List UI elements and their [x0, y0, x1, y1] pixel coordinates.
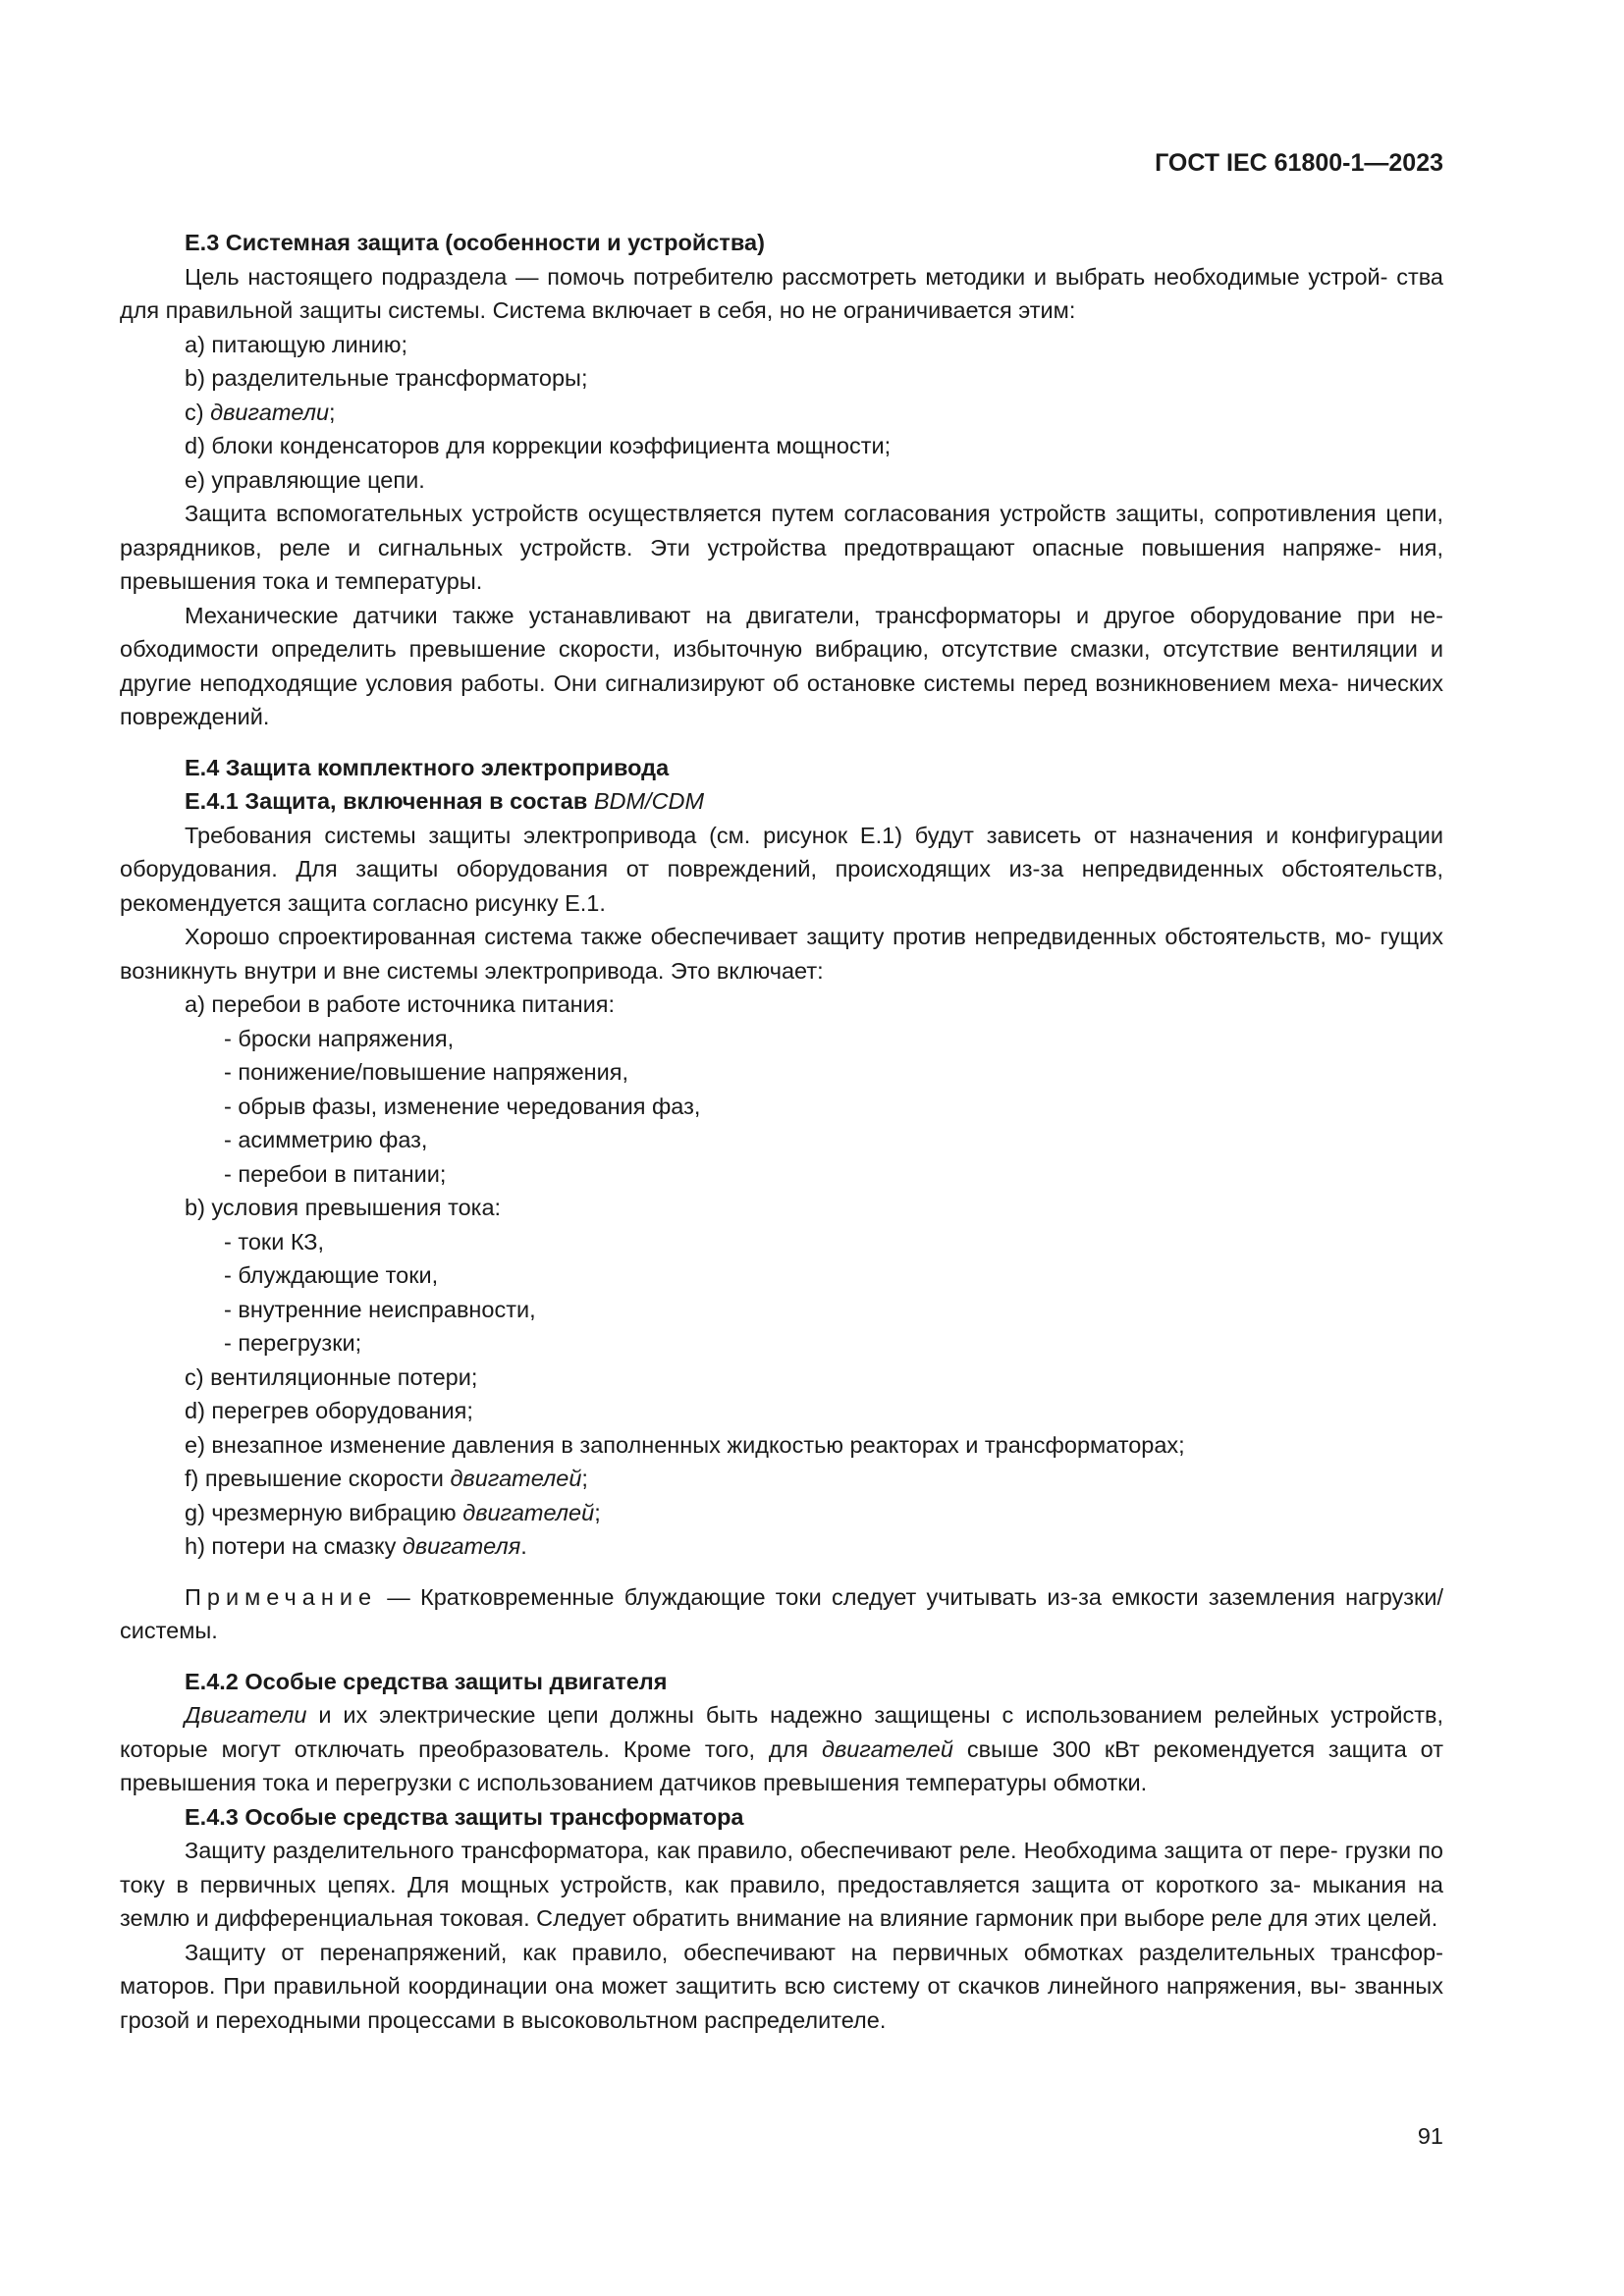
text-line: ния, превышения тока и температуры. [120, 534, 1443, 594]
sub-list-item: - перегрузки; [224, 1330, 362, 1356]
text-line: Защита вспомогательных устройств осуществляется путем согласования устройств защиты, сопротивления [185, 501, 1377, 526]
list-text: . [520, 1533, 527, 1559]
page-number: 91 [1417, 2123, 1443, 2149]
list-item: d) блоки конденсаторов для коррекции коэффициента мощности; [185, 433, 892, 458]
text-italic: Двигатели [185, 1702, 307, 1728]
text-line: свыше 300 кВт рекомендуется защита от [952, 1735, 1443, 1762]
text-italic: двигателей [821, 1735, 953, 1762]
page-content [120, 226, 1443, 2037]
sub-list-item: - внутренние неисправности, [224, 1296, 536, 1322]
list-text: g) чрезмерную вибрацию [185, 1499, 463, 1525]
text-line: превышения тока и перегрузки с использованием датчиков превышения температуры обмотки. [120, 1770, 1148, 1795]
text-line: рекомендуется защита согласно рисунку Е.1. [120, 889, 606, 916]
list-item: а) перебои в работе источника питания: [185, 991, 615, 1017]
list-text: ; [594, 1499, 601, 1525]
text-line: нических повреждений. [120, 669, 1443, 729]
list-item [120, 1529, 1443, 1564]
subsection-e42-title: Е.4.2 Особые средства защиты двигателя [185, 1668, 668, 1694]
sub-list-item: - токи КЗ, [224, 1228, 325, 1255]
text-line: реле для этих целей. [1211, 1905, 1438, 1931]
subsection-title-italic: BDM/CDM [593, 788, 705, 814]
list-text: с) [185, 399, 211, 425]
section-e3-title: Е.3 Системная защита (особенности и устройства) [185, 230, 765, 255]
subsection-e41-title [120, 784, 1443, 819]
text-line: гущих возникнуть внутри и вне системы электропривода. Это включает: [120, 924, 1444, 984]
sub-list-item: - блуждающие токи, [224, 1262, 439, 1288]
text-line: Цель настоящего подраздела — помочь потребителю рассмотреть методики и выбрать необходимые устрой- [185, 263, 1388, 290]
paragraph [120, 819, 1443, 921]
list-text-italic: двигателя [402, 1533, 521, 1559]
document-header: ГОСТ IEC 61800-1—2023 [1155, 149, 1443, 177]
text-line: грузки по току в первичных цепях. Для мощных устройств, как правило, предоставляется защита от короткого за- [120, 1838, 1443, 1897]
paragraph [120, 920, 1443, 988]
list-item [120, 396, 1443, 430]
note-label: Примечание [185, 1583, 378, 1610]
paragraph [120, 599, 1443, 734]
sub-list-item: - обрыв фазы, изменение чередования фаз, [224, 1093, 701, 1119]
paragraph [120, 260, 1443, 328]
section-e4-title: Е.4 Защита комплектного электропривода [185, 754, 670, 780]
text-line: Защиту от перенапряжений, как правило, обеспечивают на первичных обмотках разделительных трансфор- [185, 1939, 1443, 1965]
paragraph [120, 497, 1443, 599]
sub-list-item: - броски напряжения, [224, 1025, 455, 1051]
subsection-title-text: Е.4.1 Защита, включенная в состав [185, 788, 594, 814]
text-line: обходимости определить превышение скорости, избыточную вибрацию, отсутствие смазки, отсутствие вентиляции [120, 636, 1418, 662]
subsection-e43-title: Е.4.3 Особые средства защиты трансформатора [185, 1803, 744, 1830]
paragraph [120, 1834, 1443, 1936]
list-text: ; [329, 399, 336, 425]
sub-list-item: - перебои в питании; [224, 1160, 447, 1187]
text-line: которые могут отключать преобразователь. Кроме того, для [120, 1735, 822, 1762]
text-line: оборудования. Для защиты оборудования от повреждений, происходящих из-за непредвиденных обстоятельств, [120, 856, 1443, 881]
sub-list-item: - понижение/повышение напряжения, [224, 1059, 628, 1085]
text-line: маторов. При правильной координации она может защитить всю систему от скачков линейного напряжения, вы- [120, 1973, 1347, 1999]
text-line: Защиту разделительного трансформатора, как правило, обеспечивают реле. Необходима защита от пере- [185, 1838, 1338, 1863]
list-item [120, 1496, 1443, 1530]
list-item: е) управляющие цепи. [185, 466, 425, 493]
paragraph [120, 1698, 1443, 1800]
note [120, 1580, 1443, 1648]
list-text-italic: двигателей [450, 1466, 582, 1491]
text-line: и другие неподходящие условия работы. Они сигнализируют об остановке системы перед возникновением меха- [120, 636, 1444, 696]
list-text: h) потери на смазку [185, 1533, 403, 1559]
list-text-italic: двигателей [462, 1499, 595, 1525]
paragraph [120, 1936, 1443, 2038]
list-item: с) вентиляционные потери; [185, 1363, 478, 1390]
text-line: Требования системы защиты электропривода (см. рисунок Е.1) будут зависеть от назначения и конфигурации [185, 822, 1443, 848]
text-line: званных грозой и переходными процессами в высоковольтном распределителе. [120, 1973, 1443, 2033]
list-item: а) питающую линию; [185, 331, 408, 357]
text-line: ства для правильной защиты системы. Система включает в себя, но не ограничивается этим: [120, 263, 1444, 323]
text-line: и их электрические цепи должны быть надежно защищены с использованием релейных устройств, [306, 1702, 1443, 1728]
text-line: Механические датчики также устанавливают на двигатели, трансформаторы и другое оборудование при не- [185, 602, 1443, 628]
list-item: b) условия превышения тока: [185, 1195, 502, 1220]
text-line: цепи, разрядников, реле и сигнальных устройств. Эти устройства предотвращают опасные повышения напряже- [120, 501, 1443, 561]
list-item [120, 1462, 1443, 1496]
list-text: f) превышение скорости [185, 1466, 451, 1491]
list-text-italic: двигатели [210, 399, 330, 425]
list-text: ; [581, 1466, 588, 1491]
text-line: мыкания на землю и дифференциальная токовая. Следует обратить внимание на влияние гармоник при выборе [120, 1871, 1444, 1931]
sub-list-item: - асимметрию фаз, [224, 1127, 428, 1152]
note-text: — Кратковременные блуждающие токи следует учитывать из-за емкости заземления нагрузки/системы. [120, 1583, 1443, 1643]
list-item: b) разделительные трансформаторы; [185, 365, 588, 391]
list-item: е) внезапное изменение давления в заполненных жидкостью реакторах и трансформаторах; [185, 1431, 1185, 1458]
text-line: Хорошо спроектированная система также обеспечивает защиту против непредвиденных обстоятельств, мо- [185, 924, 1372, 949]
list-item: d) перегрев оборудования; [185, 1398, 473, 1423]
